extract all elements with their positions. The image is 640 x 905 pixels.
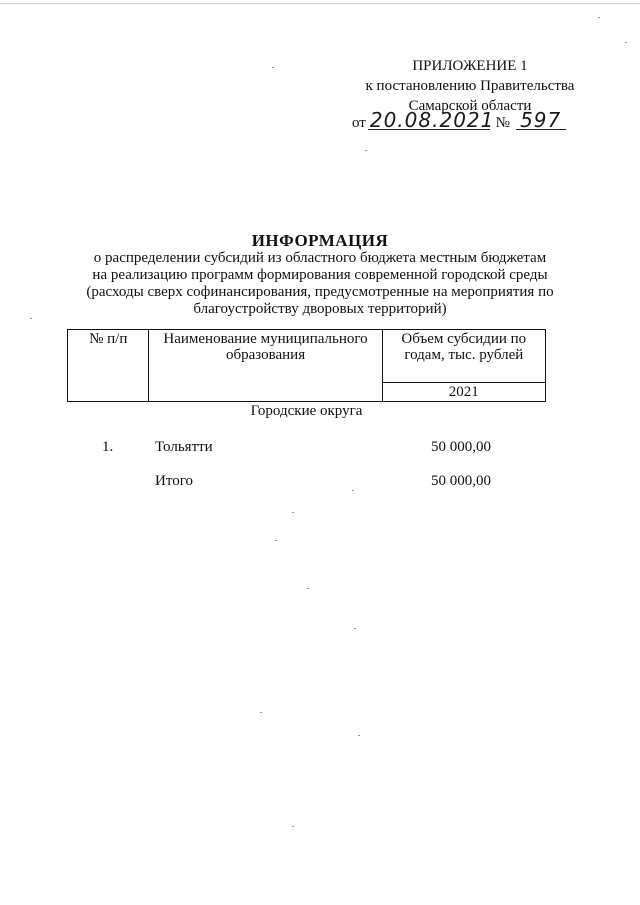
appendix-block bbox=[320, 56, 620, 116]
scan-speck bbox=[625, 42, 627, 43]
document-subtitle bbox=[40, 250, 600, 318]
scan-speck bbox=[352, 490, 354, 491]
col-header-number: № п/п bbox=[68, 330, 149, 402]
subtitle-line: о распределении субсидий из областного бюджета местным бюджетам bbox=[93, 250, 547, 266]
date-prefix: от bbox=[352, 115, 366, 131]
scan-speck bbox=[272, 67, 274, 68]
document-title: ИНФОРМАЦИЯ bbox=[251, 231, 389, 250]
row-municipality: Тольятти bbox=[155, 439, 213, 455]
subtitle-line: (расходы сверх софинансирования, предусмотренные на мероприятия по bbox=[86, 284, 554, 300]
scan-speck bbox=[292, 826, 294, 827]
scan-speck bbox=[260, 712, 262, 713]
number-prefix: № bbox=[495, 115, 510, 131]
scan-speck bbox=[598, 17, 600, 18]
handwritten-date: 20.08.2021 bbox=[369, 108, 495, 132]
total-label: Итого bbox=[155, 473, 193, 489]
appendix-line-2: Самарской области bbox=[408, 98, 532, 114]
subtitle-line: благоустройству дворовых территорий) bbox=[193, 301, 447, 317]
col-header-municipality: Наименование муниципального образования bbox=[149, 330, 382, 402]
scan-speck bbox=[365, 150, 367, 151]
subtitle-line: на реализацию программ формирования современной городской среды bbox=[92, 267, 548, 283]
appendix-title: ПРИЛОЖЕНИЕ 1 bbox=[412, 58, 528, 74]
total-amount: 50 000,00 bbox=[431, 473, 491, 489]
appendix-line-1: к постановлению Правительства bbox=[365, 78, 575, 94]
scan-speck bbox=[275, 540, 277, 541]
handwritten-number: 597 bbox=[516, 111, 566, 130]
scan-edge-line bbox=[0, 3, 640, 4]
scan-speck bbox=[354, 628, 356, 629]
row-number: 1. bbox=[102, 439, 114, 455]
scan-speck bbox=[292, 512, 294, 513]
scan-speck bbox=[307, 588, 309, 589]
col-header-amount: Объем субсидии по годам, тыс. рублей bbox=[382, 330, 545, 383]
group-title: Городские округа bbox=[250, 403, 363, 419]
scan-speck bbox=[358, 735, 360, 736]
row-amount: 50 000,00 bbox=[431, 439, 491, 455]
subsidy-table bbox=[67, 329, 546, 402]
resolution-date-number bbox=[350, 108, 580, 132]
table-header-row bbox=[68, 330, 546, 383]
col-header-year: 2021 bbox=[382, 383, 545, 402]
scan-speck bbox=[30, 318, 32, 319]
